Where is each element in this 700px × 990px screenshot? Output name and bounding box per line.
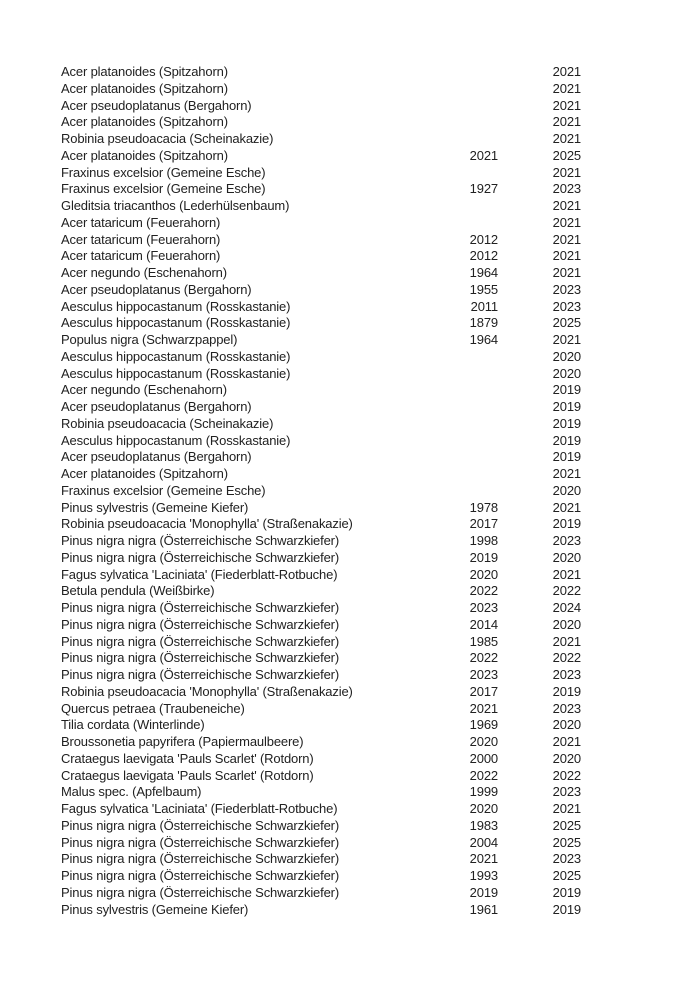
table-row bbox=[61, 215, 581, 232]
year-record-cell: 2020 bbox=[552, 750, 581, 766]
year-planted-cell: 2014 bbox=[469, 616, 498, 632]
table-row bbox=[61, 148, 581, 165]
species-name: Pinus nigra nigra (Österreichische Schwarzkiefer) bbox=[61, 851, 340, 867]
species-name: Aesculus hippocastanum (Rosskastanie) bbox=[61, 348, 291, 364]
table-row bbox=[61, 299, 581, 316]
species-name: Acer negundo (Eschenahorn) bbox=[61, 265, 227, 280]
year-record-cell: 2021 bbox=[552, 214, 581, 230]
species-name: Pinus nigra nigra (Österreichische Schwarzkiefer) bbox=[61, 650, 340, 666]
species-name: Acer pseudoplatanus (Bergahorn) bbox=[61, 281, 252, 297]
year-record-cell: 2021 bbox=[552, 114, 581, 130]
species-name: Aesculus hippocastanum (Rosskastanie) bbox=[61, 298, 291, 314]
table-row bbox=[61, 399, 581, 416]
year-record-cell: 2025 bbox=[552, 315, 581, 331]
table-row bbox=[61, 64, 581, 81]
year-record-cell: 2021 bbox=[552, 633, 581, 649]
table-row bbox=[61, 81, 581, 98]
table-row bbox=[61, 634, 581, 651]
year-planted-cell: 1998 bbox=[469, 533, 498, 548]
year-record-cell: 2023 bbox=[552, 281, 581, 297]
table-row bbox=[61, 282, 581, 299]
species-name: Pinus nigra nigra (Österreichische Schwarzkiefer) bbox=[61, 834, 340, 850]
year-planted-cell: 2004 bbox=[469, 834, 498, 850]
table-row bbox=[61, 567, 581, 584]
species-name: Acer platanoides (Spitzahorn) bbox=[61, 64, 228, 79]
table-row bbox=[61, 416, 581, 433]
table-row bbox=[61, 667, 581, 684]
year-record-cell: 2021 bbox=[552, 566, 581, 582]
species-name: Pinus sylvestris (Gemeine Kiefer) bbox=[61, 499, 249, 515]
year-record-cell: 2020 bbox=[552, 348, 581, 364]
species-name: Acer platanoides (Spitzahorn) bbox=[61, 80, 228, 96]
year-record-cell: 2024 bbox=[552, 600, 581, 615]
year-record-cell: 2022 bbox=[552, 767, 581, 783]
species-name: Fraxinus excelsior (Gemeine Esche) bbox=[61, 482, 266, 498]
species-name: Tilia cordata (Winterlinde) bbox=[61, 717, 205, 733]
species-name: Betula pendula (Weißbirke) bbox=[61, 583, 215, 599]
table-row bbox=[61, 433, 581, 450]
year-planted-cell: 1961 bbox=[469, 901, 498, 917]
species-name: Pinus nigra nigra (Österreichische Schwarzkiefer) bbox=[61, 616, 340, 632]
table-row bbox=[61, 617, 581, 634]
year-record-cell: 2021 bbox=[552, 265, 581, 280]
year-planted-cell: 1964 bbox=[469, 265, 498, 280]
year-record-cell: 2019 bbox=[552, 415, 581, 431]
year-planted-cell: 1978 bbox=[469, 499, 498, 515]
year-planted-cell: 1927 bbox=[469, 181, 498, 197]
species-name: Crataegus laevigata 'Pauls Scarlet' (Rotdorn) bbox=[61, 767, 314, 783]
table-row bbox=[61, 751, 581, 768]
species-name: Populus nigra (Schwarzpappel) bbox=[61, 332, 238, 347]
year-record-cell: 2019 bbox=[552, 901, 581, 917]
year-planted-cell: 1955 bbox=[469, 281, 498, 297]
species-name: Robinia pseudoacacia (Scheinakazie) bbox=[61, 415, 274, 431]
table-row bbox=[61, 265, 581, 282]
species-name: Pinus nigra nigra (Österreichische Schwarzkiefer) bbox=[61, 884, 340, 900]
table-row bbox=[61, 483, 581, 500]
table-row bbox=[61, 98, 581, 115]
table-row bbox=[61, 550, 581, 567]
year-planted-cell: 2020 bbox=[469, 566, 498, 582]
year-planted-cell: 2021 bbox=[469, 147, 498, 163]
species-name: Robinia pseudoacacia (Scheinakazie) bbox=[61, 131, 274, 146]
year-record-cell: 2025 bbox=[552, 868, 581, 883]
year-record-cell: 2021 bbox=[552, 198, 581, 213]
table-row bbox=[61, 332, 581, 349]
table-row bbox=[61, 500, 581, 517]
species-name: Malus spec. (Apfelbaum) bbox=[61, 784, 202, 800]
species-name: Pinus nigra nigra (Österreichische Schwarzkiefer) bbox=[61, 633, 340, 649]
species-name: Pinus nigra nigra (Österreichische Schwarzkiefer) bbox=[61, 817, 340, 833]
table-row bbox=[61, 181, 581, 198]
year-planted-cell: 1985 bbox=[469, 633, 498, 649]
table-row bbox=[61, 768, 581, 785]
year-planted-cell: 2022 bbox=[469, 767, 498, 783]
year-record-cell: 2019 bbox=[552, 382, 581, 398]
year-record-cell: 2022 bbox=[552, 583, 581, 599]
year-record-cell: 2021 bbox=[552, 466, 581, 481]
year-planted-cell: 2000 bbox=[469, 750, 498, 766]
year-planted-cell: 1879 bbox=[469, 315, 498, 331]
species-name: Acer platanoides (Spitzahorn) bbox=[61, 147, 228, 163]
year-record-cell: 2023 bbox=[552, 533, 581, 548]
table-row bbox=[61, 701, 581, 718]
table-row bbox=[61, 466, 581, 483]
table-row bbox=[61, 248, 581, 265]
table-row bbox=[61, 784, 581, 801]
year-record-cell: 2025 bbox=[552, 834, 581, 850]
year-record-cell: 2020 bbox=[552, 482, 581, 498]
table-row bbox=[61, 650, 581, 667]
table-row bbox=[61, 131, 581, 148]
species-name: Aesculus hippocastanum (Rosskastanie) bbox=[61, 365, 291, 381]
table-row bbox=[61, 449, 581, 466]
year-record-cell: 2023 bbox=[552, 667, 581, 682]
year-record-cell: 2023 bbox=[552, 700, 581, 716]
year-planted-cell: 2019 bbox=[469, 549, 498, 565]
year-planted-cell: 1964 bbox=[469, 332, 498, 347]
year-planted-cell: 2021 bbox=[469, 700, 498, 716]
year-record-cell: 2020 bbox=[552, 616, 581, 632]
year-record-cell: 2025 bbox=[552, 817, 581, 833]
species-name: Acer tataricum (Feuerahorn) bbox=[61, 214, 221, 230]
table-row bbox=[61, 165, 581, 182]
species-name: Pinus nigra nigra (Österreichische Schwarzkiefer) bbox=[61, 549, 340, 565]
species-name: Pinus nigra nigra (Österreichische Schwarzkiefer) bbox=[61, 868, 340, 883]
year-record-cell: 2021 bbox=[552, 64, 581, 79]
table-row bbox=[61, 382, 581, 399]
species-name: Fraxinus excelsior (Gemeine Esche) bbox=[61, 164, 266, 180]
species-name: Fraxinus excelsior (Gemeine Esche) bbox=[61, 181, 266, 197]
species-name: Acer pseudoplatanus (Bergahorn) bbox=[61, 399, 252, 414]
year-planted-cell: 2020 bbox=[469, 734, 498, 749]
table-row bbox=[61, 684, 581, 701]
year-planted-cell: 2022 bbox=[469, 583, 498, 599]
table-row bbox=[61, 533, 581, 550]
species-name: Acer tataricum (Feuerahorn) bbox=[61, 231, 221, 247]
species-name: Broussonetia papyrifera (Papiermaulbeere) bbox=[61, 734, 304, 749]
year-record-cell: 2023 bbox=[552, 784, 581, 800]
year-record-cell: 2019 bbox=[552, 432, 581, 448]
year-record-cell: 2020 bbox=[552, 717, 581, 733]
year-planted-cell: 1983 bbox=[469, 817, 498, 833]
table-row bbox=[61, 885, 581, 902]
year-record-cell: 2021 bbox=[552, 164, 581, 180]
year-planted-cell: 2019 bbox=[469, 884, 498, 900]
year-record-cell: 2019 bbox=[552, 884, 581, 900]
species-name: Pinus nigra nigra (Österreichische Schwarzkiefer) bbox=[61, 667, 340, 682]
year-planted-cell: 2011 bbox=[470, 298, 498, 314]
year-record-cell: 2019 bbox=[552, 449, 581, 465]
year-record-cell: 2022 bbox=[552, 650, 581, 666]
species-name: Fagus sylvatica 'Laciniata' (Fiederblatt-Rotbuche) bbox=[61, 801, 338, 816]
year-planted-cell: 1993 bbox=[469, 868, 498, 883]
table-row bbox=[61, 851, 581, 868]
table-row bbox=[61, 835, 581, 852]
species-name: Acer negundo (Eschenahorn) bbox=[61, 382, 227, 398]
table-row bbox=[61, 868, 581, 885]
species-name: Gleditsia triacanthos (Lederhülsenbaum) bbox=[61, 198, 290, 213]
species-name: Acer tataricum (Feuerahorn) bbox=[61, 248, 221, 264]
year-planted-cell: 2020 bbox=[469, 801, 498, 816]
year-planted-cell: 2017 bbox=[469, 516, 498, 532]
year-planted-cell: 2012 bbox=[469, 248, 498, 264]
year-record-cell: 2019 bbox=[552, 516, 581, 532]
table-row bbox=[61, 717, 581, 734]
species-name: Aesculus hippocastanum (Rosskastanie) bbox=[61, 315, 291, 331]
species-name: Fagus sylvatica 'Laciniata' (Fiederblatt-Rotbuche) bbox=[61, 566, 338, 582]
year-record-cell: 2019 bbox=[552, 399, 581, 414]
year-record-cell: 2021 bbox=[552, 80, 581, 96]
year-planted-cell: 2017 bbox=[469, 683, 498, 699]
table-row bbox=[61, 366, 581, 383]
year-planted-cell: 2021 bbox=[469, 851, 498, 867]
species-name: Crataegus laevigata 'Pauls Scarlet' (Rotdorn) bbox=[61, 750, 314, 766]
year-record-cell: 2021 bbox=[552, 801, 581, 816]
year-record-cell: 2019 bbox=[552, 683, 581, 699]
species-name: Robinia pseudoacacia 'Monophylla' (Straßenakazie) bbox=[61, 683, 353, 699]
species-name: Acer platanoides (Spitzahorn) bbox=[61, 466, 228, 481]
species-name: Acer pseudoplatanus (Bergahorn) bbox=[61, 97, 252, 113]
year-record-cell: 2021 bbox=[552, 734, 581, 749]
species-name: Pinus nigra nigra (Österreichische Schwarzkiefer) bbox=[61, 533, 340, 548]
year-record-cell: 2021 bbox=[552, 248, 581, 264]
table-row bbox=[61, 198, 581, 215]
tree-species-list bbox=[61, 64, 581, 918]
table-row bbox=[61, 902, 581, 919]
species-name: Quercus petraea (Traubeneiche) bbox=[61, 700, 245, 716]
year-record-cell: 2021 bbox=[552, 131, 581, 146]
table-row bbox=[61, 516, 581, 533]
year-record-cell: 2021 bbox=[552, 499, 581, 515]
species-name: Pinus nigra nigra (Österreichische Schwarzkiefer) bbox=[61, 600, 340, 615]
table-row bbox=[61, 114, 581, 131]
year-planted-cell: 1969 bbox=[469, 717, 498, 733]
year-record-cell: 2020 bbox=[552, 365, 581, 381]
year-planted-cell: 2012 bbox=[469, 231, 498, 247]
year-record-cell: 2020 bbox=[552, 549, 581, 565]
table-row bbox=[61, 349, 581, 366]
year-record-cell: 2021 bbox=[552, 97, 581, 113]
year-record-cell: 2023 bbox=[552, 851, 581, 867]
species-name: Acer platanoides (Spitzahorn) bbox=[61, 114, 228, 130]
species-name: Aesculus hippocastanum (Rosskastanie) bbox=[61, 432, 291, 448]
table-row bbox=[61, 801, 581, 818]
species-name: Pinus sylvestris (Gemeine Kiefer) bbox=[61, 901, 249, 917]
year-record-cell: 2021 bbox=[552, 231, 581, 247]
year-record-cell: 2021 bbox=[552, 332, 581, 347]
year-planted-cell: 2022 bbox=[469, 650, 498, 666]
year-planted-cell: 1999 bbox=[469, 784, 498, 800]
table-row bbox=[61, 583, 581, 600]
table-row bbox=[61, 232, 581, 249]
species-name: Robinia pseudoacacia 'Monophylla' (Straßenakazie) bbox=[61, 516, 353, 532]
table-row bbox=[61, 818, 581, 835]
species-name: Acer pseudoplatanus (Bergahorn) bbox=[61, 449, 252, 465]
year-record-cell: 2023 bbox=[552, 298, 581, 314]
year-record-cell: 2025 bbox=[552, 147, 581, 163]
table-row bbox=[61, 600, 581, 617]
year-record-cell: 2023 bbox=[552, 181, 581, 197]
table-row bbox=[61, 315, 581, 332]
year-planted-cell: 2023 bbox=[469, 600, 498, 615]
table-row bbox=[61, 734, 581, 751]
year-planted-cell: 2023 bbox=[469, 667, 498, 682]
